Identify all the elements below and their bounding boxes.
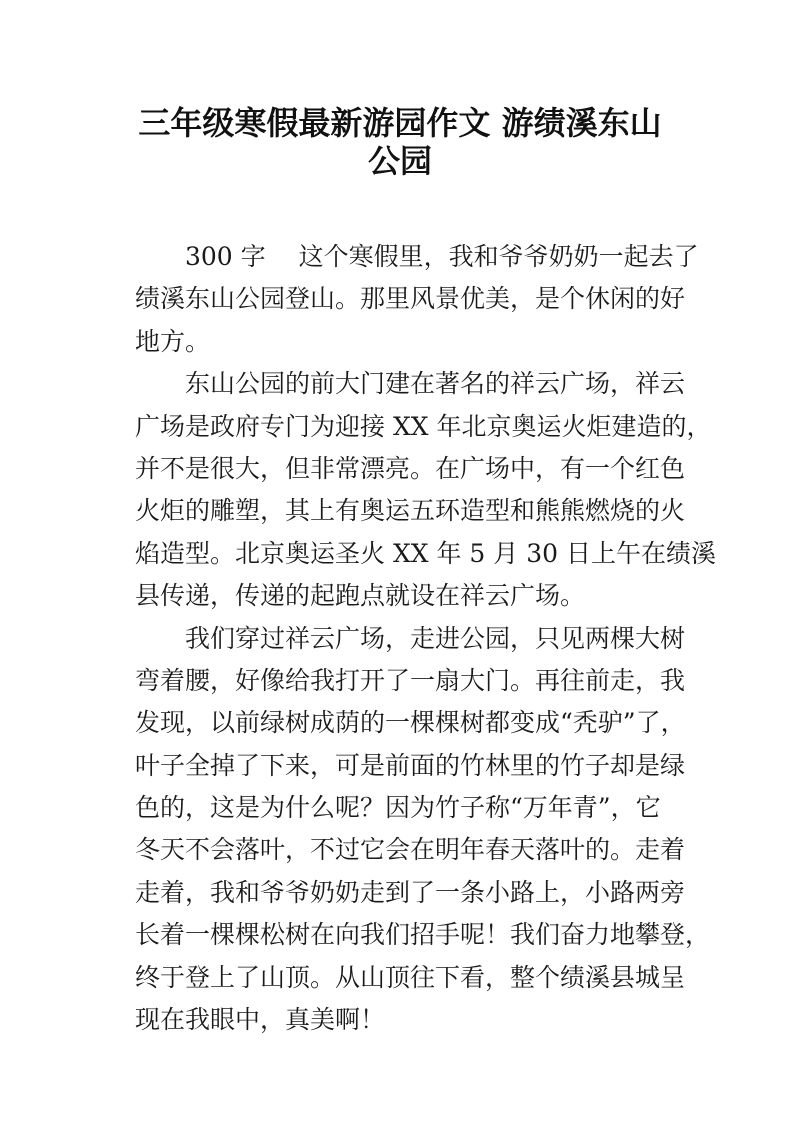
text-line: 叶子全掉了下来，可是前面的竹林里的竹子却是绿 xyxy=(135,750,686,780)
title-line-2: 公园 xyxy=(367,142,432,180)
text-line: 发现，以前绿树成荫的一棵棵树都变成“秃驴”了， xyxy=(135,708,686,738)
text-line: 绩溪东山公园登山。那里风景优美，是个休闲的好 xyxy=(135,284,686,314)
text-line: 终于登上了山顶。从山顶往下看，整个绩溪县城呈 xyxy=(135,962,686,992)
title-line-1: 三年级寒假最新游园作文 游绩溪东山 xyxy=(138,104,662,142)
text-line: 色的，这是为什么呢？因为竹子称“万年青”，它 xyxy=(135,793,661,823)
text-line: 冬天不会落叶，不过它会在明年春天落叶的。走着 xyxy=(135,835,686,865)
text-line: 县传递，传递的起跑点就设在祥云广场。 xyxy=(135,581,586,611)
text-line: 地方。 xyxy=(135,326,211,356)
document-body xyxy=(135,236,716,1041)
text-line: 现在我眼中，真美啊！ xyxy=(135,1005,386,1035)
text-line: 长着一棵棵松树在向我们招手呢！我们奋力地攀登， xyxy=(135,920,711,950)
text-line: 走着，我和爷爷奶奶走到了一条小路上，小路两旁 xyxy=(135,877,686,907)
paragraph-1 xyxy=(135,236,699,363)
text-line: 300 字 这个寒假里，我和爷爷奶奶一起去了 xyxy=(185,242,699,271)
text-line: 东山公园的前大门建在著名的祥云广场，祥云 xyxy=(185,369,686,399)
text-line: 焰造型。北京奥运圣火 XX 年 5 月 30 日上午在绩溪 xyxy=(135,538,716,568)
text-line: 火炬的雕塑，其上有奥运五环造型和熊熊燃烧的火 xyxy=(135,496,686,526)
text-line: 广场是政府专门为迎接 XX 年北京奥运火炬建造的， xyxy=(135,411,712,441)
text-line: 并不是很大，但非常漂亮。在广场中，有一个红色 xyxy=(135,453,686,483)
text-line: 我们穿过祥云广场，走进公园，只见两棵大树 xyxy=(185,623,686,653)
paragraph-2 xyxy=(135,363,716,617)
document-title xyxy=(100,104,700,180)
text-line: 弯着腰，好像给我打开了一扇大门。再往前走，我 xyxy=(135,665,686,695)
paragraph-3 xyxy=(135,618,711,1042)
